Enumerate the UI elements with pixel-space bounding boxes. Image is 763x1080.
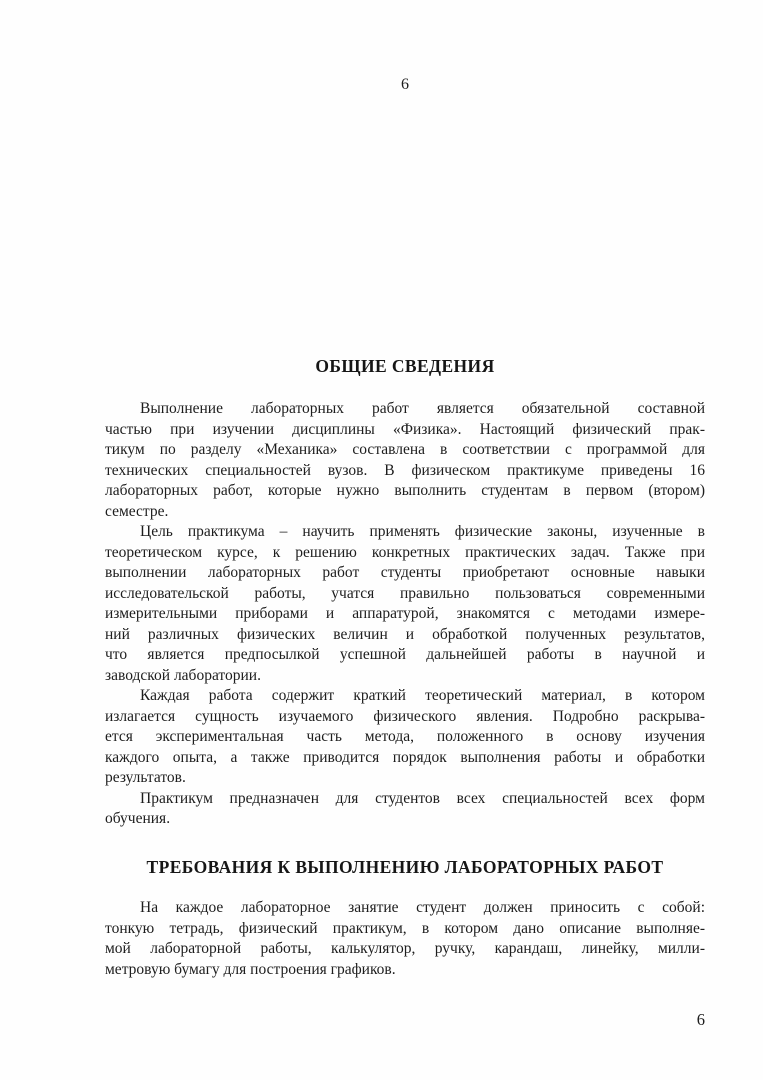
text-line: Практикум предназначен для студентов всех специальностей всех форм: [140, 789, 705, 807]
section-heading-general-info: ОБЩИЕ СВЕДЕНИЯ: [315, 356, 495, 376]
text-line: тонкую тетрадь, физический практикум, в котором дано описание выполняе-: [105, 919, 705, 937]
text-line: ется экспериментальная часть метода, положенного в основу изучения: [105, 728, 705, 745]
text-line: Выполнение лабораторных работ является обязательной составной: [140, 400, 705, 417]
section-body-requirements: [105, 898, 705, 980]
text-line: Цель практикума – научить применять физические законы, изученные в: [140, 523, 705, 540]
text-line: излагается сущность изучаемого физического явления. Подробно раскрыва-: [105, 707, 705, 725]
text-line: ний различных физических величин и обработкой полученных результатов,: [105, 625, 705, 643]
text-line: что является предпосылкой успешной дальнейшей работы в научной и: [105, 646, 705, 663]
text-line: частью при изучении дисциплины «Физика». Настоящий физический прак-: [105, 420, 705, 438]
section-body-general-info: [105, 399, 705, 830]
text-line: тикум по разделу «Механика» составлена в соответствии с программой для: [105, 441, 705, 458]
text-line: исследовательской работы, учатся правильно пользоваться современными: [105, 584, 705, 602]
text-line: мой лабораторной работы, калькулятор, ручку, карандаш, линейку, милли-: [105, 940, 705, 957]
text-line: семестре.: [105, 502, 169, 520]
text-line: лабораторных работ, которые нужно выполнить студентам в первом (втором): [105, 482, 705, 499]
text-line: обучения.: [105, 810, 171, 827]
text-line: теоретическом курсе, к решению конкретных практических задач. Также при: [105, 543, 705, 561]
section-heading-requirements: ТРЕБОВАНИЯ К ВЫПОЛНЕНИЮ ЛАБОРАТОРНЫХ РАБОТ: [146, 857, 664, 877]
text-line: результатов.: [105, 769, 186, 786]
text-line: выполнении лабораторных работ студенты приобретают основные навыки: [105, 564, 705, 581]
text-line: Каждая работа содержит краткий теоретический материал, в котором: [140, 687, 705, 704]
text-line: заводской лаборатории.: [105, 666, 261, 684]
text-line: измерительными приборами и аппаратурой, знакомятся с методами измере-: [105, 605, 705, 622]
text-line: На каждое лабораторное занятие студент должен приносить с собой:: [140, 899, 705, 916]
text-line: технических специальностей вузов. В физическом практикуме приведены 16: [105, 461, 705, 479]
text-line: каждого опыта, а также приводится порядок выполнения работы и обработки: [105, 748, 705, 766]
text-line: метровую бумагу для построения графиков.: [105, 960, 396, 978]
page-number-bottom: 6: [696, 1010, 705, 1029]
page-number-top: 6: [401, 76, 409, 93]
